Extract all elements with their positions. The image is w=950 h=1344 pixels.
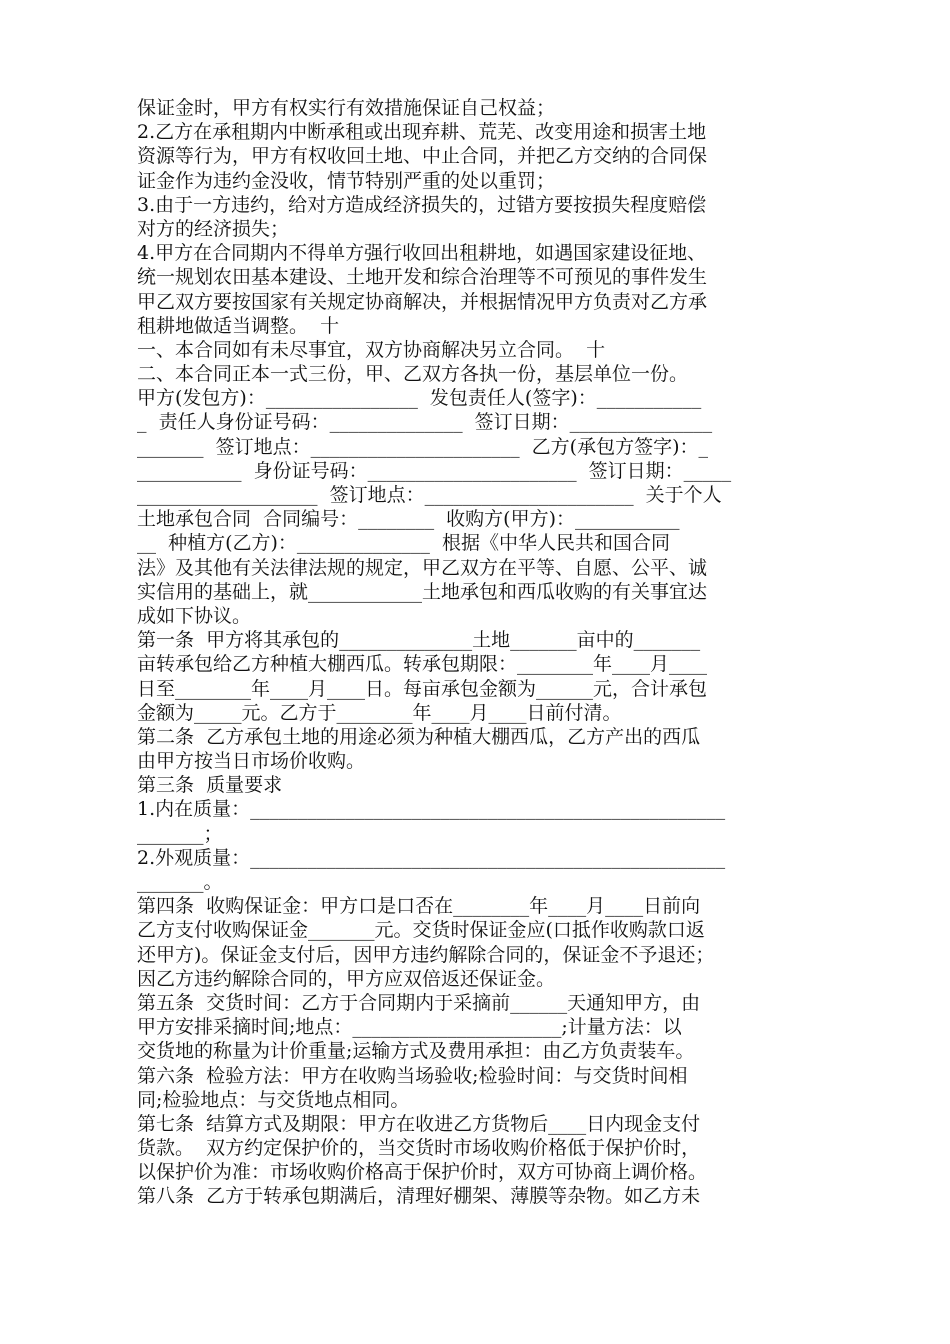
text-line: 资源等行为，甲方有权收回土地、中止合同，并把乙方交纳的合同保 [137,145,708,168]
text-line: _______。 [137,871,223,893]
text-line: 2.乙方在承租期内中断承租或出现弃耕、荒芜、改变用途和损害土地 [137,121,707,144]
text-line: 第六条 检验方法：甲方在收购当场验收;检验时间：与交货时间相 [137,1064,688,1087]
text-line: 甲乙双方要按国家有关规定协商解决，并根据情况甲方负责对乙方承 [137,290,708,313]
text-line: 第四条 收购保证金：甲方口是口否在________年____月____日前向 [137,895,701,918]
text-line: 亩转承包给乙方种植大棚西瓜。转承包期限：________年____月____ [137,653,708,676]
text-line: 第七条 结算方式及期限：甲方在收进乙方货物后____日内现金支付 [137,1112,701,1135]
text-line: _______； [137,822,223,845]
text-line: 1.内在质量：__________________________________________________ [137,798,726,821]
text-line: 乙方支付收购保证金_______元。交货时保证金应(口抵作收购款口返 [137,919,705,942]
text-line: 实信用的基础上，就____________土地承包和西瓜收购的有关事宜达 [137,580,708,603]
text-line: 日至________年____月____日。每亩承包金额为______元，合计承包 [137,677,708,700]
text-line: 成如下协议。 [137,604,252,627]
text-line: 3.由于一方违约，给对方造成经济损失的，过错方要按损失程度赔偿 [137,193,707,216]
text-line: 货款。 双方约定保护价的，当交货时市场收购价格低于保护价时， [137,1137,701,1160]
text-line: 二、本合同正本一式三份，甲、乙双方各执一份，基层单位一份。 [137,363,689,386]
text-line: 土地承包合同 合同编号：________ 收购方(甲方)：___________ [137,508,680,531]
text-line: 对方的经济损失； [137,217,290,240]
text-line: 第一条 甲方将其承包的______________土地_______亩中的_______ [137,629,701,652]
text-line: 甲方(发包方)：________________ 发包责任人(签字)：___________ [137,387,702,410]
text-line: ___________ 身份证号码：______________________ 签订日期：_____ [137,459,732,482]
text-line: 证金作为违约金没收，情节特别严重的处以重罚； [137,169,556,192]
text-line: 还甲方)。保证金支付后，因甲方违约解除合同的，保证金不予退还； [137,943,715,966]
text-line: 第二条 乙方承包土地的用途必须为种植大棚西瓜，乙方产出的西瓜 [137,725,701,748]
text-line: 租耕地做适当调整。 十 [137,314,340,337]
text-line: _ 责任人身份证号码：______________ 签订日期：_______________ [137,411,713,434]
text-line: 由甲方按当日市场价收购。 [137,750,366,773]
text-line: 法》及其他有关法律法规的规定，甲乙双方在平等、自愿、公平、诚 [137,556,708,579]
text-line: _______ 签订地点：______________________ 乙方(承包方签字)：_ [137,435,708,458]
text-line: 统一规划农田基本建设、土地开发和综合治理等不可预见的事件发生 [137,266,708,289]
text-line: 第三条 质量要求 [137,774,283,797]
text-line: 第八条 乙方于转承包期满后，清理好棚架、薄膜等杂物。如乙方未 [137,1185,701,1208]
text-line: 以保护价为准：市场收购价格高于保护价时，双方可协商上调价格。 [137,1161,708,1184]
text-line: 4.甲方在合同期内不得单方强行收回出租耕地，如遇国家建设征地、 [137,242,707,265]
text-line: 交货地的称量为计价重量;运输方式及费用承担：由乙方负责装车。 [137,1040,695,1063]
text-line: 甲方安排采摘时间;地点：______________________;计量方法：以 [137,1016,682,1039]
text-line: 保证金时，甲方有权实行有效措施保证自己权益； [137,97,556,119]
text-line: 同;检验地点：与交货地点相同。 [137,1088,410,1111]
text-line: 因乙方违约解除合同的，甲方应双倍返还保证金。 [137,967,556,990]
text-line: ___________________ 签订地点：______________________ 关于个人 [137,484,722,506]
text-line: 第五条 交货时间：乙方于合同期内于采摘前______天通知甲方，由 [137,991,701,1014]
document-body [137,96,817,1209]
text-line: 金额为_____元。乙方于________年____月____日前付清。 [137,701,622,724]
text-line: __ 种植方(乙方)：______________ 根据《中华人民共和国合同 [137,532,670,555]
text-line: 2.外观质量：__________________________________________________ [137,846,726,869]
text-line: 一、本合同如有未尽事宜，双方协商解决另立合同。 十 [137,338,606,361]
